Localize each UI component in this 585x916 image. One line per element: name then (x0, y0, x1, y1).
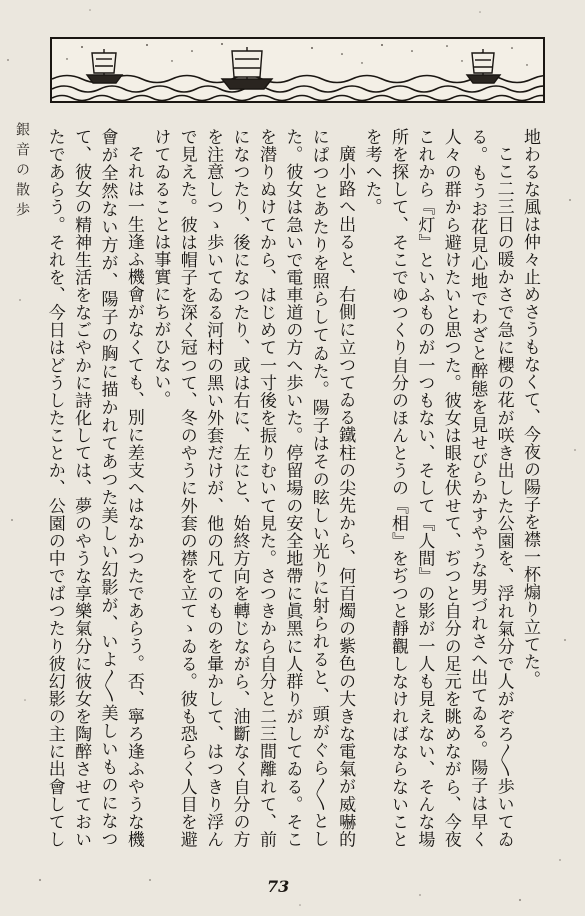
paragraph: それは一生逢ふ機會がなくても、別に差支へはなかつたであらう。否、寧ろ逢ふやうな機會が全然ない方が、陽子の胸に描かれてあつた美しい幻影が、いよ〳〵美しいものになつて、彼女の精神生活をなごやかに詩化しては、夢のやうな享樂氣分に彼女を陶醉させておいたであらう。それを、今日はどうしたことか、公園の中でばつたり彼幻影の主に出會してし (44, 128, 144, 848)
page-number: 73 (267, 877, 290, 896)
paragraph: 廣小路へ出ると、右側に立つてゐる鐵柱の尖先から、何百燭の紫色の大きな電氣が威嚇的にぱつとあたりを照らしてゐた。陽子はその眩しい光りに射られると、頭がぐら〳〵とした。彼女は急いで電車道の方へ歩いた。停留場の安全地帶に眞黑に人群りがしてゐる。そこを潜りぬけてから、はじめて一寸後を振りむいて見た。さつきから自分と二三間離れて、前になつたり、後になつたり、或は右に、左にと、始終方向を轉じながら、油斷なく自分の方を注意しつゝ歩いてゐる河村の黑い外套だけが、他の凡てのものを暈かして、はつきり浮んで見えた。彼は帽子を深く冠つて、冬のやうに外套の襟を立てゝゐる。彼も恐らく人目を避けてゐることは事實にちがひない。 (150, 128, 356, 848)
paragraph: ここ二三日の暖かさで急に櫻の花が咲き出した公園を、浮れ氣分で人がぞろ〳〵歩いてゐる。もうお花見心地でわざと醉態を見せびらかすやうな男づれさへ出てゐる。陽子は早く人々の群から避けたいと思つた。彼女は眼を伏せて、ぢつと自分の足元を眺めながら、今夜これから『灯』といふものが一つもない、そして『人間』の影が一人も見えない、そんな場所を探して、そこでゆつくり自分のほんとうの『相』をぢつと靜觀しなければならないことを考へた。 (361, 128, 514, 848)
sailing-ships-icon (52, 39, 545, 103)
body-text (40, 128, 543, 848)
paragraph: 地わるな風は仲々止めさうもなくて、今夜の陽子を襟一杯煽り立てた。 (520, 128, 540, 688)
header-illustration (50, 37, 545, 103)
series-title: 銀音の散歩 (14, 122, 30, 222)
